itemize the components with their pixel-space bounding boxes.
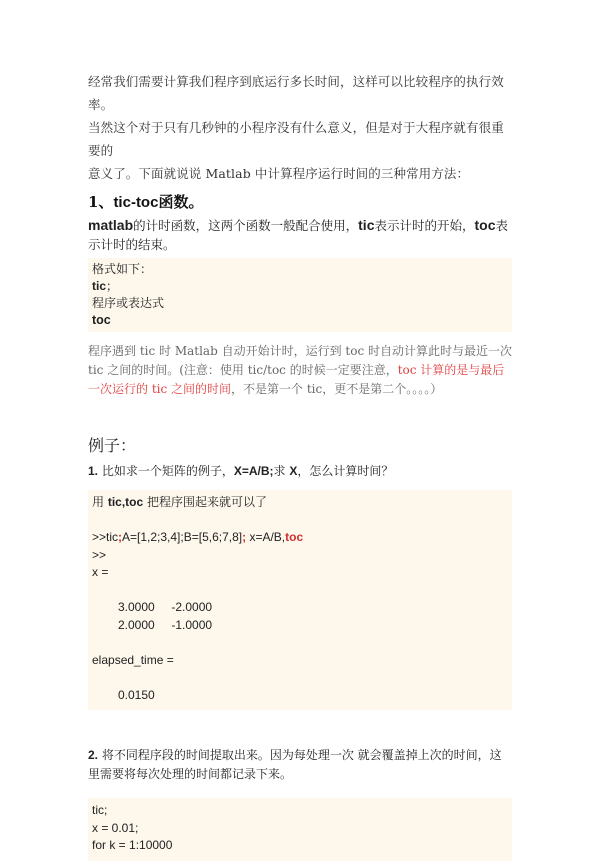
format-tic-line xyxy=(92,278,508,295)
format-middle: 程序或表达式 xyxy=(92,296,165,310)
note-text: ，不是第一个 tic，更不是第二个。。。。） xyxy=(231,382,443,396)
keyword-matlab: matlab xyxy=(88,217,134,233)
code-blank xyxy=(92,669,508,687)
code-red: ; xyxy=(118,530,123,544)
desc-text: 表示计时的结束。 xyxy=(88,218,509,252)
code-text: A=[1,2;3,4];B=[5,6;7,8] xyxy=(122,530,243,544)
examples-heading: 例子： xyxy=(88,436,137,455)
question-var: X xyxy=(289,464,298,478)
code-line: elapsed_time = xyxy=(92,652,174,667)
code-text: >>tic xyxy=(92,530,119,544)
code-text: x=A/B, xyxy=(246,530,286,544)
intro-line: 意义了。下面就说说 Matlab 中计算程序运行时间的三种常用方法： xyxy=(88,166,470,181)
format-toc: toc xyxy=(92,313,111,327)
question-text: 求 xyxy=(273,464,286,478)
code-blank xyxy=(92,582,508,600)
code-line: >> xyxy=(92,547,107,562)
example-1-question xyxy=(88,462,512,480)
code-line: x = xyxy=(92,565,109,579)
code-blank xyxy=(92,512,508,530)
section-title-latin: tic-toc xyxy=(113,194,159,211)
code-line xyxy=(92,529,508,547)
code-line xyxy=(92,494,508,512)
section-title-tail: 函数。 xyxy=(158,193,204,211)
code-line: 0.0150 xyxy=(118,687,155,702)
question-expr: X=A/B; xyxy=(233,464,274,478)
desc-text: 表示计时的开始， xyxy=(374,218,475,233)
code-red: ; xyxy=(242,530,247,544)
example-2-description xyxy=(88,746,512,784)
format-tic-sep: ； xyxy=(106,279,119,293)
intro-line: 经常我们需要计算我们程序到底运行多长时间，这样可以比较程序的执行效率。 xyxy=(88,74,504,112)
note-highlight: toc 计算的是与最后一次运行的 tic 之间的时间 xyxy=(88,363,505,396)
code-red: toc xyxy=(285,530,304,544)
example-1-code-block xyxy=(88,490,512,710)
section-1-note xyxy=(88,342,512,399)
section-1-heading xyxy=(88,191,512,212)
example-number: 1. xyxy=(88,464,99,478)
format-label: 格式如下： xyxy=(92,262,153,276)
keyword-toc: toc xyxy=(474,217,496,233)
intro-line: 当然这个对于只有几秒钟的小程序没有什么意义，但是对于大程序就有很重要的 xyxy=(88,120,504,158)
code-line: tic; xyxy=(92,803,108,817)
document-page xyxy=(88,70,512,861)
code-line: 3.0000 -2.0000 xyxy=(118,600,213,614)
code-line: x = 0.01; xyxy=(92,820,139,835)
code-line: 2.0000 -1.0000 xyxy=(118,617,213,632)
code-lead-bold: tic,toc xyxy=(107,495,144,509)
example-2-text: 将不同程序段的时间提取出来。因为每处理一次 就会覆盖掉上次的时间，这里需要将每次处理的时间都记录下来。 xyxy=(88,748,502,781)
format-box xyxy=(88,258,512,332)
question-text: 比如求一个矩阵的例子， xyxy=(101,464,234,478)
desc-text: 的计时函数，这两个函数一般配合使用， xyxy=(133,218,359,233)
format-tic: tic xyxy=(92,279,107,293)
example-number: 2. xyxy=(88,748,99,762)
code-lead-text: 用 xyxy=(92,495,108,509)
code-line: for k = 1:10000 xyxy=(92,838,173,852)
code-lead-text: 把程序围起来就可以了 xyxy=(143,495,267,509)
note-text: 程序遇到 tic 时 Matlab 自动开始计时，运行到 toc 时自动计算此时与最近一次 tic 之间的时间。(注意：使用 tic/toc 的时候一定要注意， xyxy=(88,344,512,377)
code-blank xyxy=(92,634,508,652)
question-text: ，怎么计算时间？ xyxy=(297,464,394,478)
keyword-tic: tic xyxy=(358,217,375,233)
example-2-code-block xyxy=(88,798,512,861)
section-1-description xyxy=(88,216,512,254)
intro-paragraph xyxy=(88,70,512,185)
section-number: 1、 xyxy=(88,193,114,211)
